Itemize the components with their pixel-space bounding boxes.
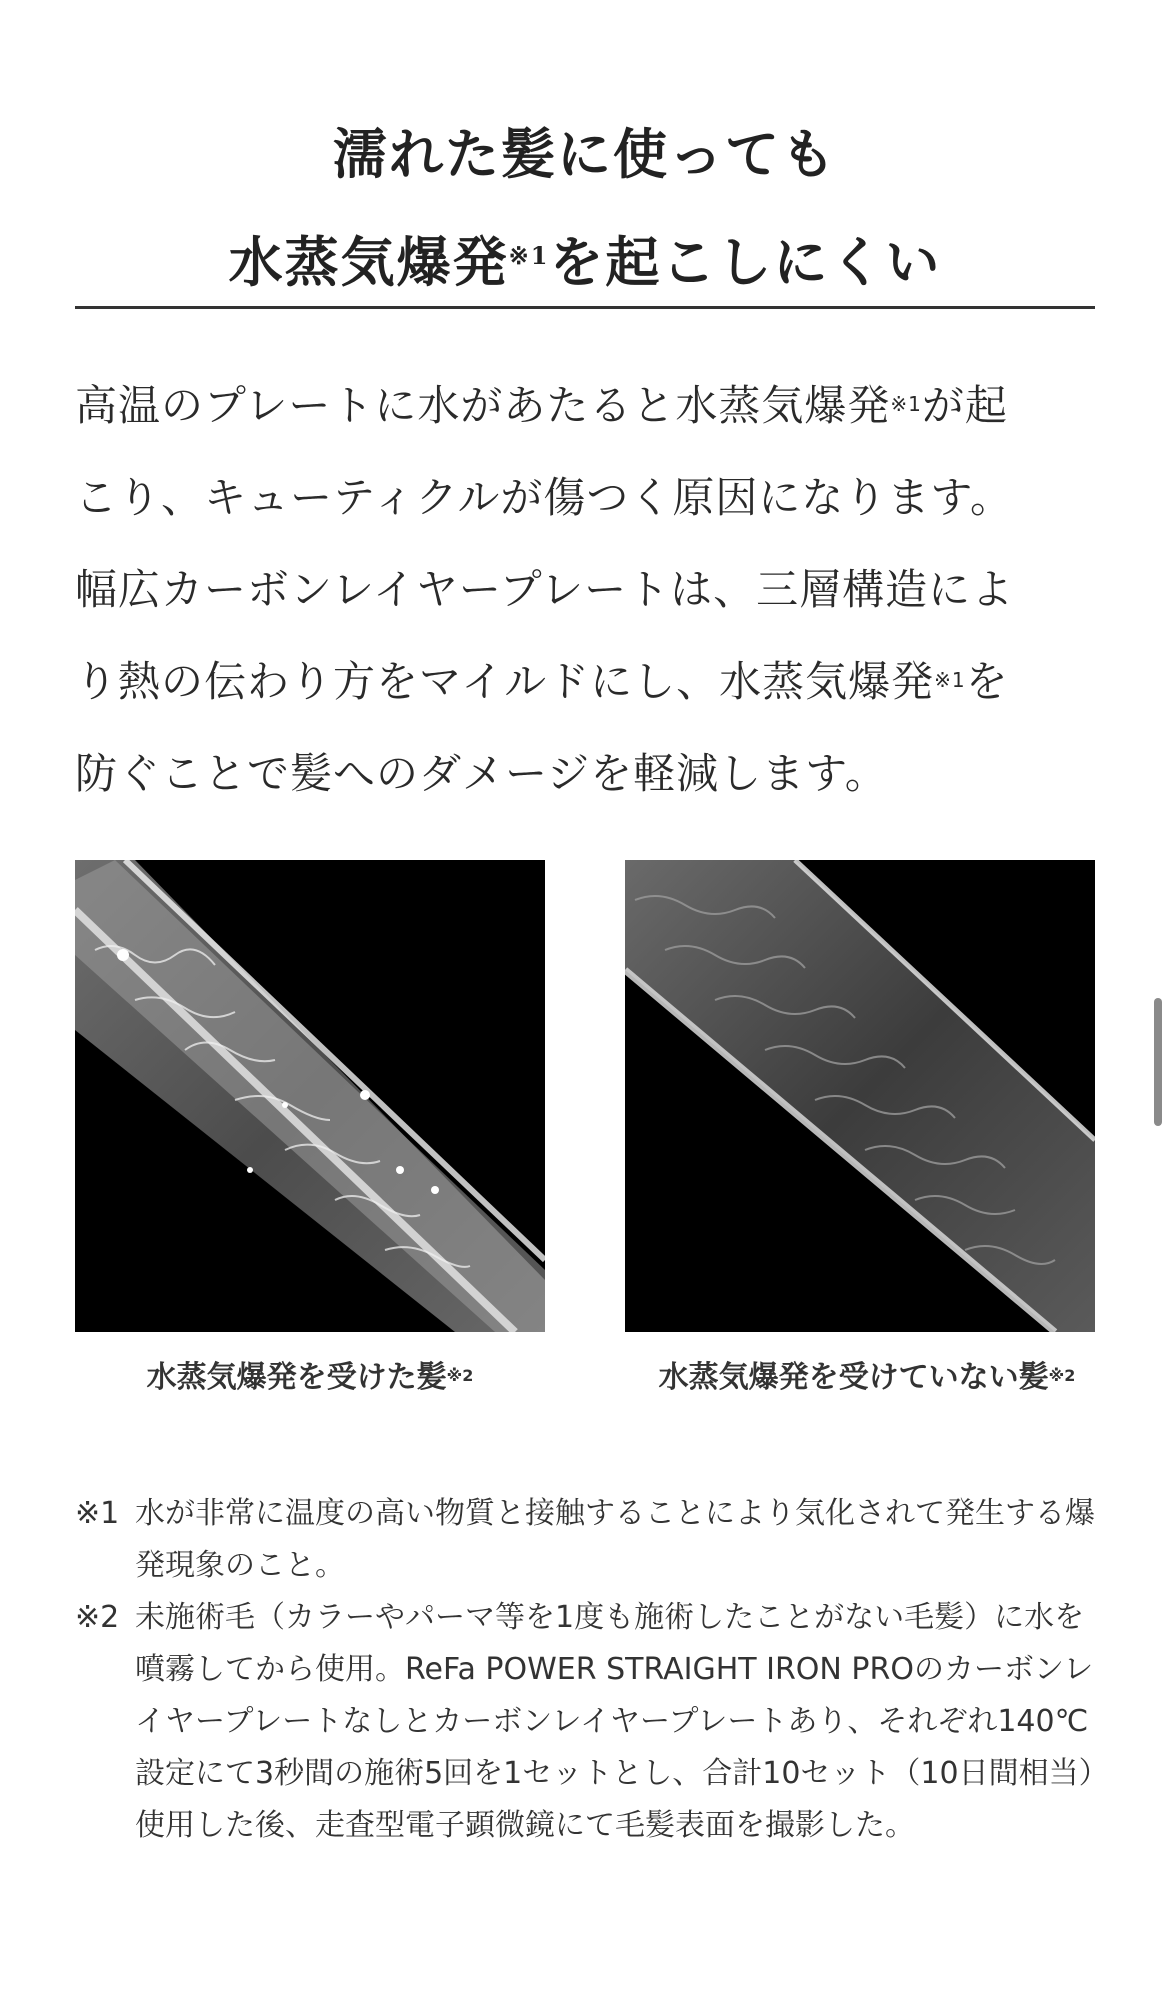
heading-line-2-main: 水蒸気爆発 (228, 230, 509, 294)
healthy-hair-micrograph (625, 860, 1095, 1332)
footnote-ref-1: ※1 (890, 392, 922, 416)
description-line-1 (75, 360, 1105, 452)
footnote-1-mark: ※1 (75, 1496, 120, 1531)
damaged-hair-footnote-ref: ※2 (446, 1366, 474, 1385)
description-line-2: こり、キューティクルが傷つく原因になります。 (75, 473, 1014, 522)
vertical-scrollbar[interactable] (1154, 998, 1162, 1126)
heading-line-2-tail: を起こしにくい (549, 230, 942, 294)
description-line-4-tail: を (965, 657, 1009, 706)
heading-footnote-ref: ※1 (508, 241, 550, 270)
footnote-ref-1b: ※1 (934, 668, 966, 692)
damaged-hair-micrograph (75, 860, 545, 1332)
healthy-hair-image (625, 860, 1095, 1332)
healthy-hair-caption-text: 水蒸気爆発を受けていない髪 (658, 1360, 1049, 1395)
description-paragraph (75, 360, 1105, 820)
damaged-hair-caption (50, 1350, 570, 1406)
description-line-1-tail: が起 (921, 381, 1008, 430)
damaged-hair-image (75, 860, 545, 1332)
heading-line-2 (75, 208, 1095, 316)
healthy-hair-footnote-ref: ※2 (1048, 1366, 1076, 1385)
footnote-2-mark: ※2 (75, 1600, 120, 1635)
description-line-5: 防ぐことで髪へのダメージを軽減します。 (75, 749, 888, 798)
damaged-hair-caption-text: 水蒸気爆発を受けた髪 (146, 1360, 447, 1395)
description-line-3: 幅広カーボンレイヤープレートは、三層構造によ (75, 565, 1015, 614)
footnote-2-text: 未施術毛（カラーやパーマ等を1度も施術したことがない毛髪）に水を噴霧してから使用。ReFa POWER STRAIGHT IRON PROのカーボンレイヤープレートなしとカーボンレイヤープレートあり、それぞれ140℃設定にて3秒間の施術5回を1セットとし、合計10セット（10日間相当）使用した後、走査型電子顕微鏡にて毛髪表面を撮影した。 (135, 1600, 1094, 1843)
healthy-hair-caption (612, 1350, 1122, 1406)
page-heading (75, 100, 1095, 316)
footnote-2 (75, 1592, 1105, 1852)
heading-divider (75, 306, 1095, 309)
heading-line-1: 濡れた髪に使っても (333, 122, 837, 186)
footnote-1 (75, 1488, 1105, 1592)
footnote-1-text: 水が非常に温度の高い物質と接触することにより気化されて発生する爆発現象のこと。 (135, 1496, 1095, 1583)
footnotes (75, 1488, 1105, 1852)
description-line-1-text: 高温のプレートに水があたると水蒸気爆発 (75, 381, 891, 430)
description-line-4-text: り熱の伝わり方をマイルドにし、水蒸気爆発 (75, 657, 935, 706)
description-line-4 (75, 636, 1105, 728)
